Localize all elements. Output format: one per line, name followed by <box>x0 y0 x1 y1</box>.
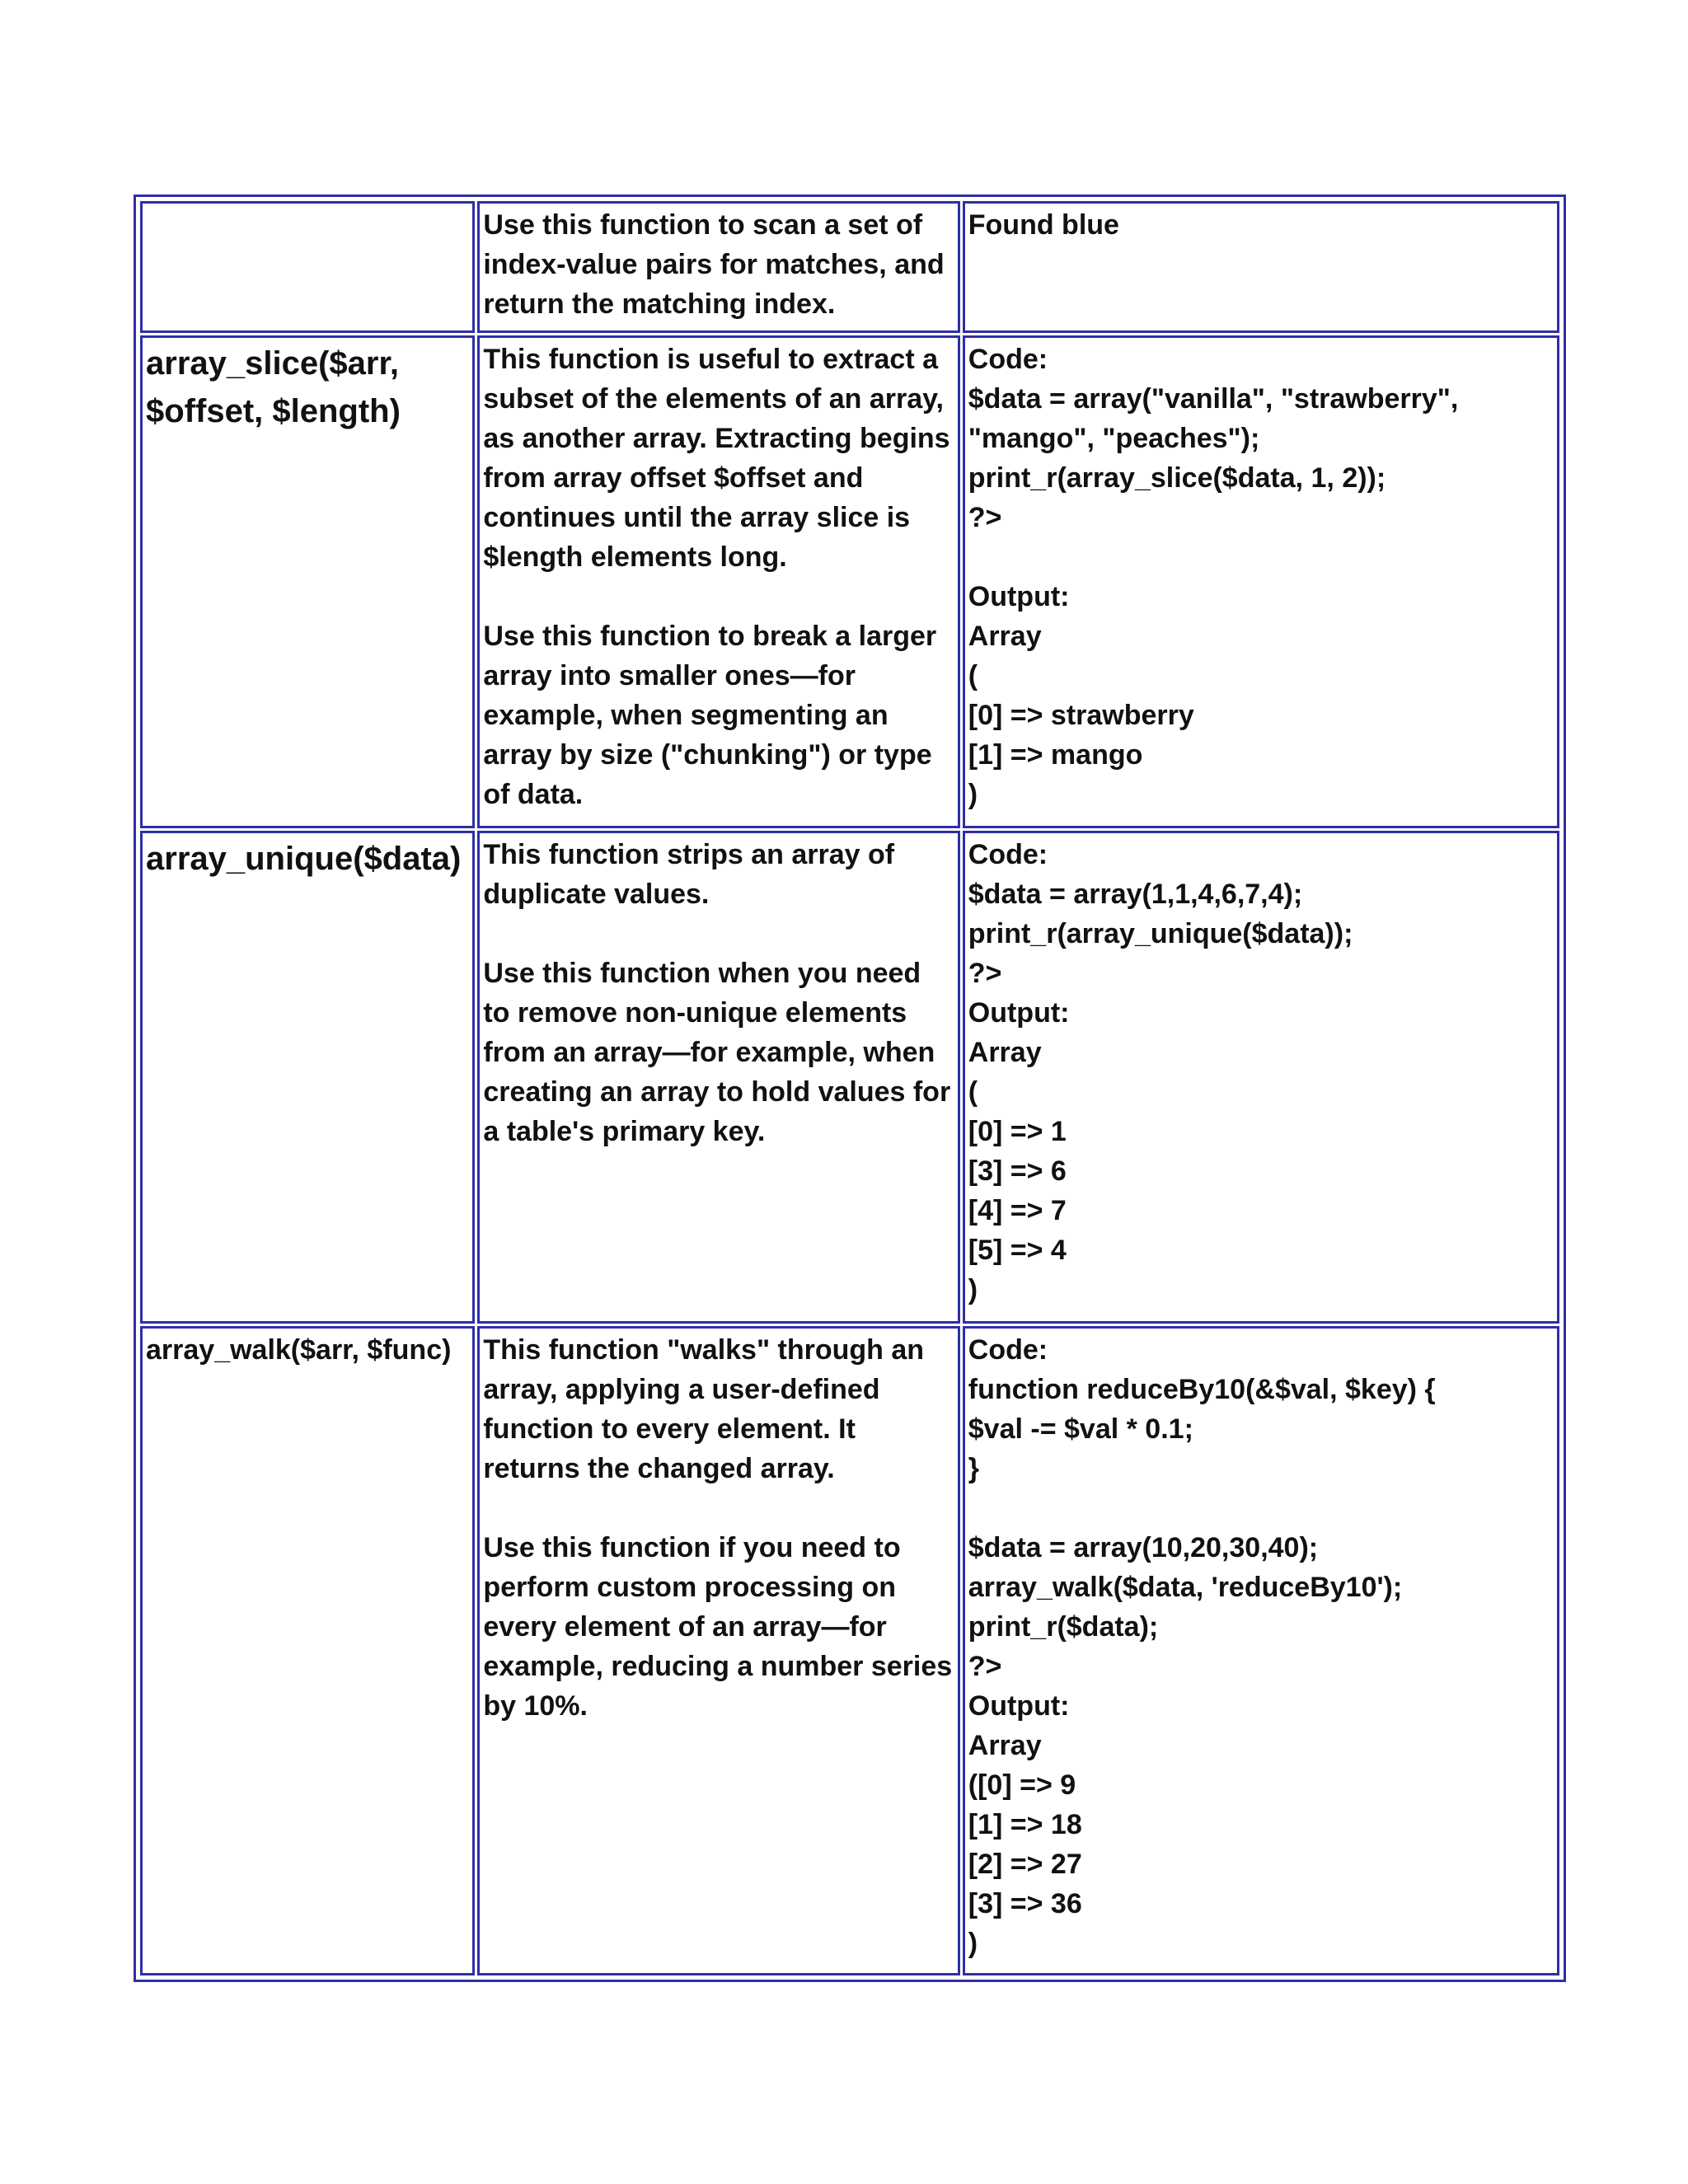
example-line: ) <box>968 779 978 810</box>
example-line: print_r(array_slice($data, 1, 2)); <box>968 462 1386 494</box>
description-paragraph: This function "walks" through an array, applying a user-defined function to every element. It returns the changed array. <box>483 1334 925 1484</box>
description-paragraph: Use this function if you need to perform custom processing on every element of an array—for example, reducing a number series by 10%. <box>483 1532 953 1722</box>
description-cell <box>477 1326 959 1975</box>
example-line: [1] => mango <box>968 739 1143 771</box>
table-row <box>140 1326 1559 1975</box>
function-name: array_slice($arr, $offset, $length) <box>146 345 401 429</box>
blank-line <box>968 537 1554 577</box>
example-line: Array <box>968 1037 1042 1068</box>
description-paragraph: Use this function when you need to remove non-unique elements from an array—for example, when creating an array to hold values for a table's primary key. <box>483 958 951 1147</box>
example-line: Found blue <box>968 209 1119 241</box>
example-line: Output: <box>968 997 1070 1029</box>
function-name: array_unique($data) <box>146 841 462 877</box>
example-line: array_walk($data, 'reduceBy10'); <box>968 1572 1403 1603</box>
example-line: ( <box>968 660 978 691</box>
example-line: } <box>968 1453 979 1484</box>
example-line: ( <box>968 1076 978 1108</box>
example-line: print_r($data); <box>968 1611 1159 1643</box>
example-line: Output: <box>968 581 1070 612</box>
example-line: [0] => 1 <box>968 1116 1067 1147</box>
example-line: ?> <box>968 958 1002 989</box>
example-line: [4] => 7 <box>968 1195 1067 1226</box>
function-name-cell <box>140 335 475 828</box>
php-array-functions-table <box>134 194 1566 1982</box>
function-name-cell <box>140 1326 475 1975</box>
example-line: Code: <box>968 1334 1048 1366</box>
example-line: Array <box>968 1730 1042 1761</box>
description-paragraph: This function is useful to extract a subset of the elements of an array, as another array. Extracting begins from array offset $offset and continues until the array slice is $length elements long. <box>483 344 950 573</box>
example-line: ) <box>968 1928 978 1959</box>
example-line: ?> <box>968 1651 1002 1682</box>
description-paragraph: Use this function to scan a set of index-value pairs for matches, and return the matching index. <box>483 209 945 320</box>
description-paragraph: Use this function to break a larger array into smaller ones—for example, when segmenting an array by size ("chunking") or type of data. <box>483 621 937 810</box>
description-cell <box>477 201 959 333</box>
example-line: ?> <box>968 502 1002 533</box>
example-line: $data = array(1,1,4,6,7,4); <box>968 879 1303 910</box>
description-cell <box>477 335 959 828</box>
example-cell <box>963 335 1559 828</box>
example-line: [1] => 18 <box>968 1809 1082 1840</box>
example-line: [3] => 6 <box>968 1155 1067 1187</box>
description-cell <box>477 831 959 1324</box>
example-line: [3] => 36 <box>968 1888 1082 1919</box>
function-name-cell <box>140 831 475 1324</box>
function-name: array_walk($arr, $func) <box>146 1334 452 1366</box>
function-name-cell <box>140 201 475 333</box>
example-line: [2] => 27 <box>968 1849 1082 1880</box>
example-cell <box>963 1326 1559 1975</box>
example-line: function reduceBy10(&$val, $key) { <box>968 1374 1436 1405</box>
table-row <box>140 335 1559 828</box>
example-cell <box>963 831 1559 1324</box>
example-line: ) <box>968 1274 978 1305</box>
example-line: [5] => 4 <box>968 1235 1067 1266</box>
example-line: Code: <box>968 344 1048 375</box>
description-paragraph: This function strips an array of duplicate values. <box>483 839 895 910</box>
example-line: $data = array(10,20,30,40); <box>968 1532 1319 1563</box>
example-line: print_r(array_unique($data)); <box>968 918 1353 949</box>
example-line: ([0] => 9 <box>968 1769 1076 1801</box>
table-row <box>140 831 1559 1324</box>
example-cell <box>963 201 1559 333</box>
example-line: $val -= $val * 0.1; <box>968 1413 1193 1445</box>
example-line: Output: <box>968 1690 1070 1722</box>
example-line: $data = array("vanilla", "strawberry", "mango", "peaches"); <box>968 383 1466 454</box>
example-line: Array <box>968 621 1042 652</box>
example-line: [0] => strawberry <box>968 700 1194 731</box>
blank-line <box>968 1488 1554 1528</box>
example-line: Code: <box>968 839 1048 870</box>
table-row <box>140 201 1559 333</box>
